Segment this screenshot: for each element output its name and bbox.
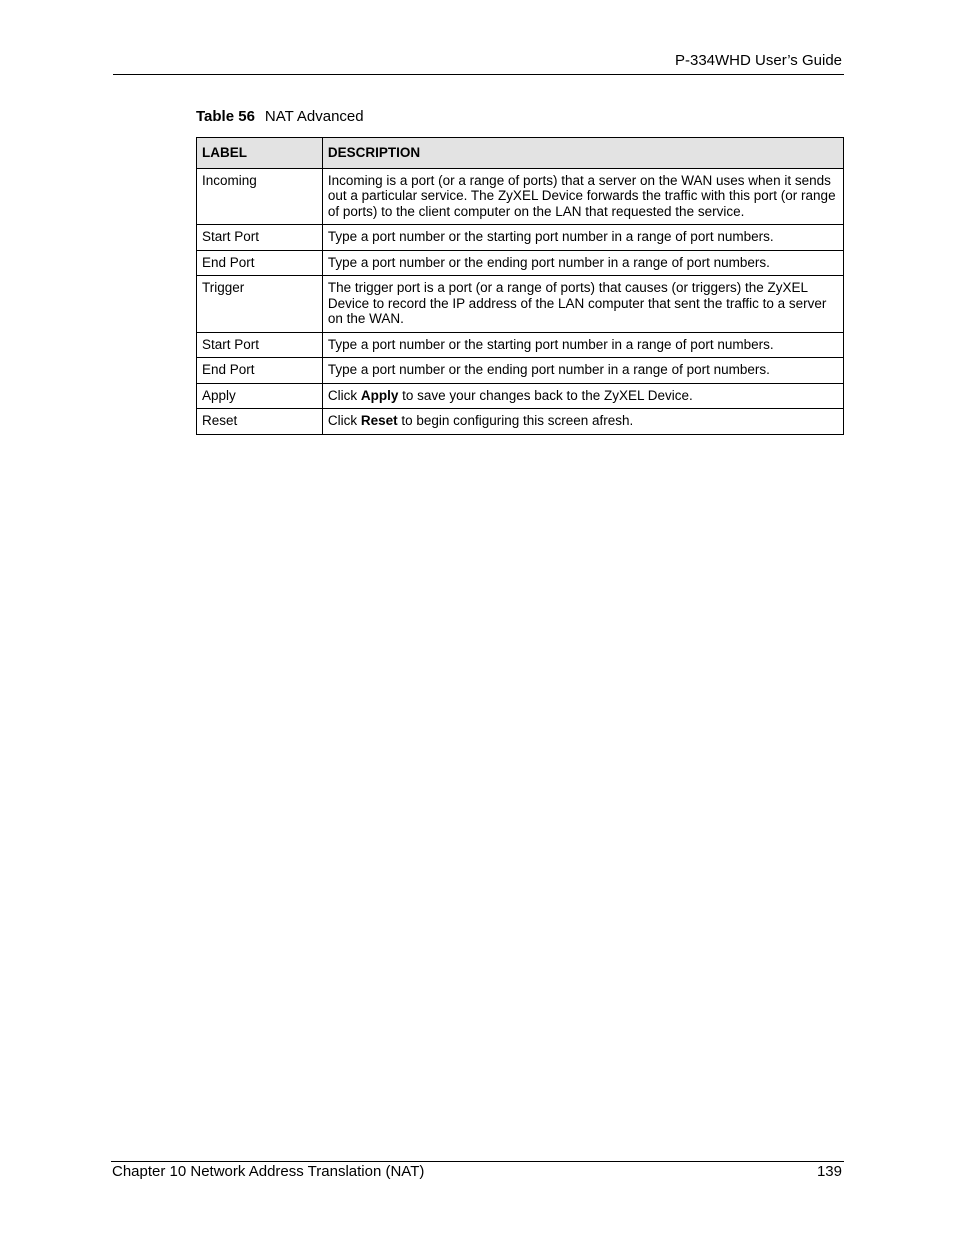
row-description (322, 276, 843, 333)
table-row (197, 276, 844, 333)
column-header-description: DESCRIPTION (322, 138, 843, 169)
row-description (322, 383, 843, 409)
description-bold-term: Reset (360, 413, 398, 428)
description-text: Type a port number or the ending port number in a range of port numbers. (327, 254, 770, 270)
description-text: Type a port number or the starting port number in a range of port numbers. (327, 229, 774, 244)
table-row (197, 409, 844, 435)
guide-title: P-334WHD User’s Guide (675, 52, 842, 69)
table-row (197, 225, 844, 251)
table-row (197, 332, 844, 358)
row-label: Incoming (197, 168, 323, 225)
column-header-label: LABEL (197, 138, 323, 169)
row-label: End Port (197, 250, 323, 276)
row-label: Start Port (197, 225, 323, 251)
row-label: Apply (197, 383, 323, 409)
table-header-row (197, 138, 844, 169)
table-row (197, 358, 844, 384)
row-label: End Port (197, 358, 323, 384)
description-text: Click (327, 413, 361, 428)
row-label: Reset (197, 409, 323, 435)
row-description (322, 358, 843, 384)
description-text: to begin configuring this screen afresh. (397, 413, 634, 428)
table-title: NAT Advanced (264, 108, 364, 125)
row-label: Start Port (197, 332, 323, 358)
description-text: Click (327, 387, 361, 403)
row-description (322, 409, 843, 435)
nat-advanced-table (196, 137, 844, 435)
description-text: The trigger port is a port (or a range of ports) that causes (or triggers) the ZyXEL Device to record the IP address of the LAN computer that sent the traffic to a server on the WAN. (327, 280, 827, 326)
row-label: Trigger (197, 276, 323, 333)
table-row (197, 383, 844, 409)
row-description (322, 250, 843, 276)
description-text: to save your changes back to the ZyXEL Device. (398, 387, 693, 403)
description-text: Type a port number or the ending port number in a range of port numbers. (327, 362, 770, 377)
row-description (322, 332, 843, 358)
table-body (197, 168, 844, 434)
page-number: 139 (816, 1163, 842, 1180)
table-number: Table 56 (196, 108, 255, 125)
row-description (322, 225, 843, 251)
table-row (197, 168, 844, 225)
description-text: Type a port number or the starting port number in a range of port numbers. (327, 336, 774, 352)
chapter-title: Chapter 10 Network Address Translation (NAT) (112, 1163, 425, 1180)
table-caption (196, 108, 364, 125)
page-footer (111, 1161, 844, 1180)
description-bold-term: Apply (360, 387, 399, 403)
table-row (197, 250, 844, 276)
page-header (113, 50, 844, 75)
row-description (322, 168, 843, 225)
description-text: Incoming is a port (or a range of ports) that a server on the WAN uses when it sends out a particular service. The ZyXEL Device forwards the traffic with this port (or range of ports) to the client computer on the LAN that requested the service. (327, 172, 836, 219)
